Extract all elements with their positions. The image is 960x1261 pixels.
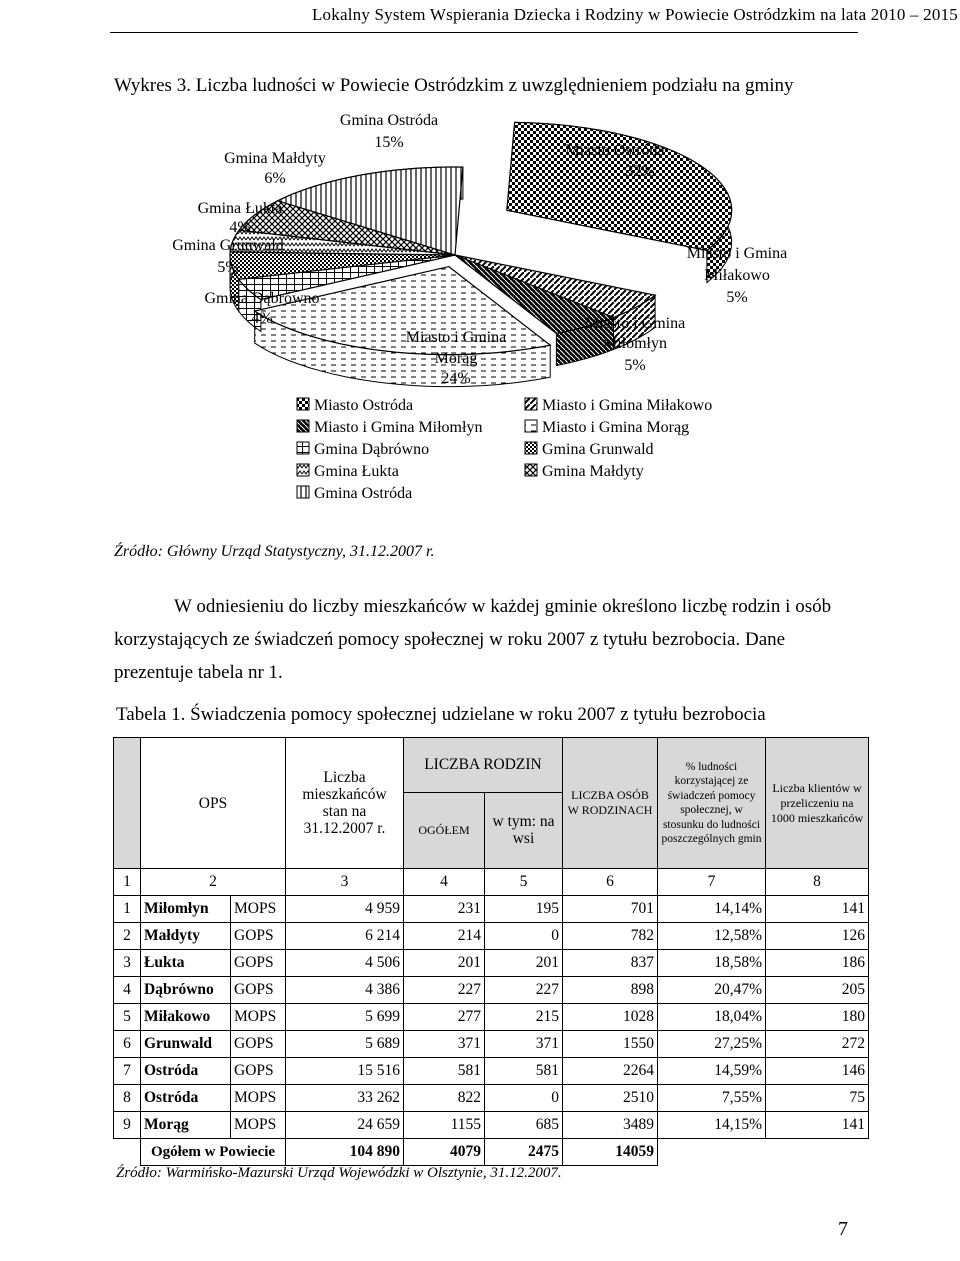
row-ops: GOPS: [231, 923, 286, 950]
totals-rural: 2475: [485, 1139, 563, 1166]
row-residents: 5 689: [286, 1031, 404, 1058]
slice-label: Miłomłyn: [602, 335, 668, 352]
legend-swatch: [297, 486, 309, 498]
legend-label: Miasto i Gmina Morąg: [542, 419, 690, 436]
row-residents: 15 516: [286, 1058, 404, 1085]
slice-label: 4%: [251, 310, 273, 327]
row-clients: 272: [766, 1031, 869, 1058]
slice-label: Gmina Grunwald: [172, 237, 284, 254]
pie-chart: [110, 110, 810, 515]
row-percent: 27,25%: [658, 1031, 766, 1058]
data-table: [113, 737, 869, 1166]
table-caption: Tabela 1. Świadczenia pomocy społecznej udzielane w roku 2007 z tytułu bezrobocia: [116, 704, 766, 725]
row-rural: 0: [485, 1085, 563, 1112]
legend-label: Gmina Ostróda: [314, 485, 413, 502]
row-gmina: Dąbrówno: [141, 977, 231, 1004]
row-gmina: Miłakowo: [141, 1004, 231, 1031]
row-percent: 20,47%: [658, 977, 766, 1004]
totals-residents: 104 890: [286, 1139, 404, 1166]
table-row: [114, 1085, 869, 1112]
row-gmina: Małdyty: [141, 923, 231, 950]
slice-label: Gmina Małdyty: [224, 150, 326, 167]
row-rural: 215: [485, 1004, 563, 1031]
row-percent: 14,15%: [658, 1112, 766, 1139]
row-total: 822: [404, 1085, 485, 1112]
paragraph-line-1: W odniesieniu do liczby mieszkańców w każdej gminie określono liczbę rodzin i osób: [174, 596, 832, 617]
row-persons: 3489: [563, 1112, 658, 1139]
legend-swatch: [297, 442, 309, 454]
row-percent: 12,58%: [658, 923, 766, 950]
slice-label: Miłakowo: [704, 267, 770, 284]
slice-label: 6%: [264, 170, 286, 187]
slice-label: Gmina Dąbrówno: [204, 290, 320, 307]
header-residents: Liczba mieszkańców stan na 31.12.2007 r.: [286, 738, 404, 869]
row-gmina: Ostróda: [141, 1058, 231, 1085]
row-ops: MOPS: [231, 896, 286, 923]
row-residents: 4 959: [286, 896, 404, 923]
row-persons: 2510: [563, 1085, 658, 1112]
row-lp: 9: [114, 1112, 141, 1139]
table-row: [114, 1058, 869, 1085]
table-source: Źródło: Warmińsko-Mazurski Urząd Wojewódzki w Olsztynie, 31.12.2007.: [116, 1165, 562, 1181]
row-ops: GOPS: [231, 950, 286, 977]
col-number: 7: [658, 869, 766, 896]
row-persons: 782: [563, 923, 658, 950]
totals-spacer: [114, 1139, 141, 1166]
header-clients: Liczba klientów w przeliczeniu na 1000 mieszkańców: [766, 738, 869, 869]
row-clients: 141: [766, 1112, 869, 1139]
chart-caption: Wykres 3. Liczba ludności w Powiecie Ostródzkim z uwzględnieniem podziału na gminy: [114, 75, 794, 96]
row-residents: 5 699: [286, 1004, 404, 1031]
slice-label: 24%: [441, 370, 471, 387]
row-rural: 227: [485, 977, 563, 1004]
header-row-1: [114, 738, 869, 793]
row-gmina: Ostróda: [141, 1085, 231, 1112]
row-lp: 6: [114, 1031, 141, 1058]
header-rural: w tym: na wsi: [485, 792, 563, 868]
row-ops: GOPS: [231, 1031, 286, 1058]
slice-label: Morąg: [434, 350, 478, 367]
row-total: 581: [404, 1058, 485, 1085]
row-clients: 205: [766, 977, 869, 1004]
legend-swatch: [297, 398, 309, 410]
row-rural: 371: [485, 1031, 563, 1058]
legend-swatch: [525, 442, 537, 454]
row-gmina: Łukta: [141, 950, 231, 977]
row-percent: 7,55%: [658, 1085, 766, 1112]
slice-label: 32%: [625, 163, 655, 180]
row-percent: 14,14%: [658, 896, 766, 923]
slice-label: Miasto i Gmina: [405, 329, 507, 346]
legend-label: Miasto i Gmina Miłomłyn: [314, 419, 483, 436]
totals-row: [114, 1139, 869, 1166]
row-total: 371: [404, 1031, 485, 1058]
legend-label: Gmina Małdyty: [542, 463, 644, 480]
header-persons: LICZBA OSÓB W RODZINACH: [563, 738, 658, 869]
row-lp: 4: [114, 977, 141, 1004]
row-total: 231: [404, 896, 485, 923]
slice-label: Miasto Ostróda: [565, 142, 665, 159]
row-ops: GOPS: [231, 977, 286, 1004]
totals-persons: 14059: [563, 1139, 658, 1166]
row-clients: 180: [766, 1004, 869, 1031]
row-total: 214: [404, 923, 485, 950]
row-gmina: Miłomłyn: [141, 896, 231, 923]
row-percent: 18,58%: [658, 950, 766, 977]
table-row: [114, 977, 869, 1004]
table-row: [114, 1031, 869, 1058]
row-residents: 33 262: [286, 1085, 404, 1112]
table-row: [114, 896, 869, 923]
page-number: 7: [838, 1218, 848, 1240]
row-persons: 898: [563, 977, 658, 1004]
row-total: 277: [404, 1004, 485, 1031]
table-row: [114, 1112, 869, 1139]
row-persons: 1550: [563, 1031, 658, 1058]
col-number: 3: [286, 869, 404, 896]
col-number: 5: [485, 869, 563, 896]
row-rural: 581: [485, 1058, 563, 1085]
row-lp: 3: [114, 950, 141, 977]
table-row: [114, 1004, 869, 1031]
paragraph-line-3: prezentuje tabela nr 1.: [114, 662, 283, 683]
header-families-group: LICZBA RODZIN: [404, 738, 563, 793]
row-ops: GOPS: [231, 1058, 286, 1085]
row-ops: MOPS: [231, 1085, 286, 1112]
col-number: 6: [563, 869, 658, 896]
row-total: 227: [404, 977, 485, 1004]
row-persons: 837: [563, 950, 658, 977]
totals-label: Ogółem w Powiecie: [141, 1139, 286, 1166]
row-gmina: Grunwald: [141, 1031, 231, 1058]
legend-label: Miasto i Gmina Miłakowo: [542, 397, 713, 414]
header-lp-cell: [114, 738, 141, 869]
row-rural: 195: [485, 896, 563, 923]
slice-label: 5%: [217, 259, 239, 276]
row-persons: 701: [563, 896, 658, 923]
row-lp: 7: [114, 1058, 141, 1085]
row-clients: 186: [766, 950, 869, 977]
legend-swatch: [525, 420, 537, 432]
row-residents: 4 506: [286, 950, 404, 977]
row-rural: 685: [485, 1112, 563, 1139]
row-residents: 24 659: [286, 1112, 404, 1139]
header-rule: [110, 32, 858, 33]
column-number-row: [114, 869, 869, 896]
slice-label: 15%: [374, 134, 404, 151]
row-percent: 18,04%: [658, 1004, 766, 1031]
col-number: 1: [114, 869, 141, 896]
col-number: 4: [404, 869, 485, 896]
slice-label: 5%: [624, 357, 646, 374]
table-row: [114, 923, 869, 950]
row-clients: 126: [766, 923, 869, 950]
legend-label: Gmina Dąbrówno: [314, 441, 430, 458]
slice-label: Gmina Łukta: [197, 200, 283, 217]
row-residents: 6 214: [286, 923, 404, 950]
row-persons: 2264: [563, 1058, 658, 1085]
row-lp: 5: [114, 1004, 141, 1031]
pie-legend: [297, 397, 712, 502]
totals-total: 4079: [404, 1139, 485, 1166]
chart-source: Źródło: Główny Urząd Statystyczny, 31.12.2007 r.: [114, 543, 435, 560]
col-number: 2: [141, 869, 286, 896]
legend-swatch: [297, 464, 309, 476]
row-clients: 146: [766, 1058, 869, 1085]
paragraph-line-2: korzystających ze świadczeń pomocy społecznej w roku 2007 z tytułu bezrobocia. Dane: [114, 629, 786, 650]
legend-label: Gmina Grunwald: [542, 441, 654, 458]
row-clients: 141: [766, 896, 869, 923]
row-lp: 2: [114, 923, 141, 950]
legend-swatch: [297, 420, 309, 432]
row-gmina: Morąg: [141, 1112, 231, 1139]
row-clients: 75: [766, 1085, 869, 1112]
slice-label: 4%: [229, 219, 251, 236]
table-row: [114, 950, 869, 977]
row-lp: 1: [114, 896, 141, 923]
row-percent: 14,59%: [658, 1058, 766, 1085]
row-ops: MOPS: [231, 1004, 286, 1031]
row-rural: 0: [485, 923, 563, 950]
slice-label: Miasto i Gmina: [584, 315, 686, 332]
header-ops: OPS: [141, 738, 286, 869]
slice-label: Gmina Ostróda: [339, 112, 439, 129]
legend-label: Miasto Ostróda: [314, 397, 414, 414]
legend-swatch: [525, 398, 537, 410]
slice-label: 5%: [726, 289, 748, 306]
row-persons: 1028: [563, 1004, 658, 1031]
header-total: OGÓŁEM: [404, 792, 485, 868]
row-total: 201: [404, 950, 485, 977]
legend-swatch: [525, 464, 537, 476]
col-number: 8: [766, 869, 869, 896]
row-residents: 4 386: [286, 977, 404, 1004]
slice-label: Miasto i Gmina: [686, 245, 788, 262]
header-percent: % ludności korzystającej ze świadczeń pomocy społecznej, w stosunku do ludności poszczególnych gmin: [658, 738, 766, 869]
row-total: 1155: [404, 1112, 485, 1139]
row-rural: 201: [485, 950, 563, 977]
legend-label: Gmina Łukta: [314, 463, 399, 480]
running-header: Lokalny System Wspierania Dziecka i Rodziny w Powiecie Ostródzkim na lata 2010 – 2015: [311, 5, 958, 24]
row-lp: 8: [114, 1085, 141, 1112]
row-ops: MOPS: [231, 1112, 286, 1139]
